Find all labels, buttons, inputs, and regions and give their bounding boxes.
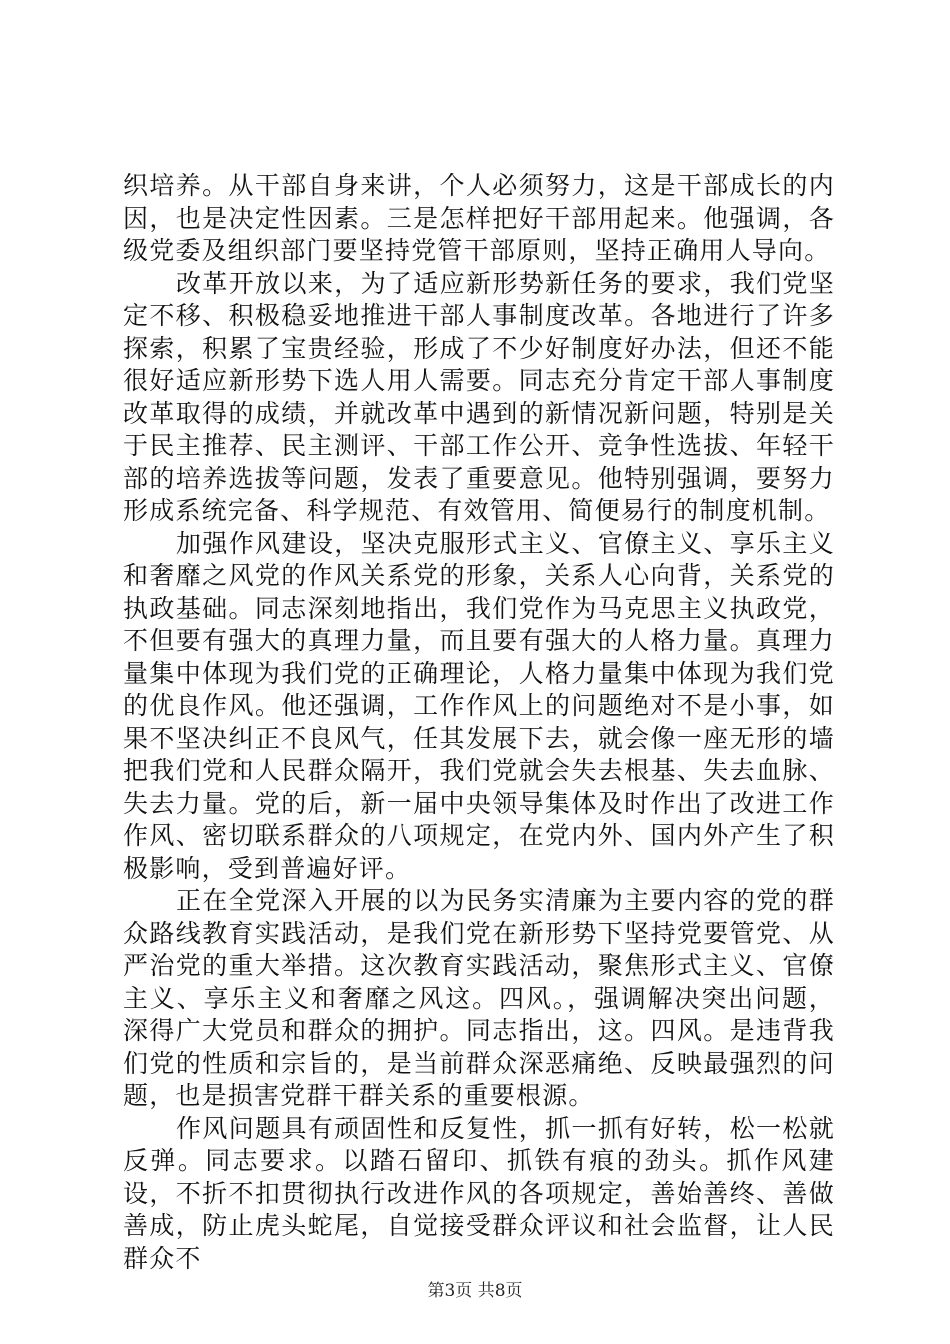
paragraph-style-problems: 作风问题具有顽固性和反复性，抓一抓有好转，松一松就反弹。同志要求。以踏石留印、抓铁有痕的劲头。抓作风建设，不折不扣贯彻执行改进作风的各项规定，善始善终、善做善成，防止虎头蛇尾，自觉接受群众评议和社会监督，让人民群众不: [123, 1113, 835, 1273]
paragraph-mass-line: 正在全党深入开展的以为民务实清廉为主要内容的党的群众路线教育实践活动，是我们党在新形势下坚持党要管党、从严治党的重大举措。这次教育实践活动，聚焦形式主义、官僚主义、享乐主义和奢靡之风这。四风。，强调解决突出问题，深得广大党员和群众的拥护。同志指出，这。四风。是违背我们党的性质和宗旨的，是当前群众深恶痛绝、反映最强烈的问题，也是损害党群干群关系的重要根源。: [123, 886, 835, 1110]
paragraph-continued: 织培养。从干部自身来讲，个人必须努力，这是干部成长的内因，也是决定性因素。三是怎样把好干部用起来。他强调，各级党委及组织部门要坚持党管干部原则，坚持正确用人导向。: [123, 171, 835, 265]
paragraph-cadre-reform: 改革开放以来，为了适应新形势新任务的要求，我们党坚定不移、积极稳妥地推进干部人事制度改革。各地进行了许多探索，积累了宝贵经验，形成了不少好制度好办法，但还不能很好适应新形势下选人用人需要。同志充分肯定干部人事制度改革取得的成绩，并就改革中遇到的新情况新问题，特别是关于民主推荐、民主测评、干部工作公开、竞争性选拔、年轻干部的培养选拔等问题，发表了重要意见。他特别强调，要努力形成系统完备、科学规范、有效管用、简便易行的制度机制。: [123, 268, 835, 525]
document-body: [123, 170, 835, 1275]
page-number-footer: 第3页 共8页: [427, 1281, 523, 1301]
paragraph-work-style: 加强作风建设，坚决克服形式主义、官僚主义、享乐主义和奢靡之风党的作风关系党的形象，关系人心向背，关系党的执政基础。同志深刻地指出，我们党作为马克思主义执政党，不但要有强大的真理力量，而且要有强大的人格力量。真理力量集中体现为我们党的正确理论，人格力量集中体现为我们党的优良作风。他还强调，工作作风上的问题绝对不是小事，如果不坚决纠正不良风气，任其发展下去，就会像一座无形的墙把我们党和人民群众隔开，我们党就会失去根基、失去血脉、失去力量。党的后，新一届中央领导集体及时作出了改进工作作风、密切联系群众的八项规定，在党内外、国内外产生了积极影响，受到普遍好评。: [123, 528, 835, 883]
